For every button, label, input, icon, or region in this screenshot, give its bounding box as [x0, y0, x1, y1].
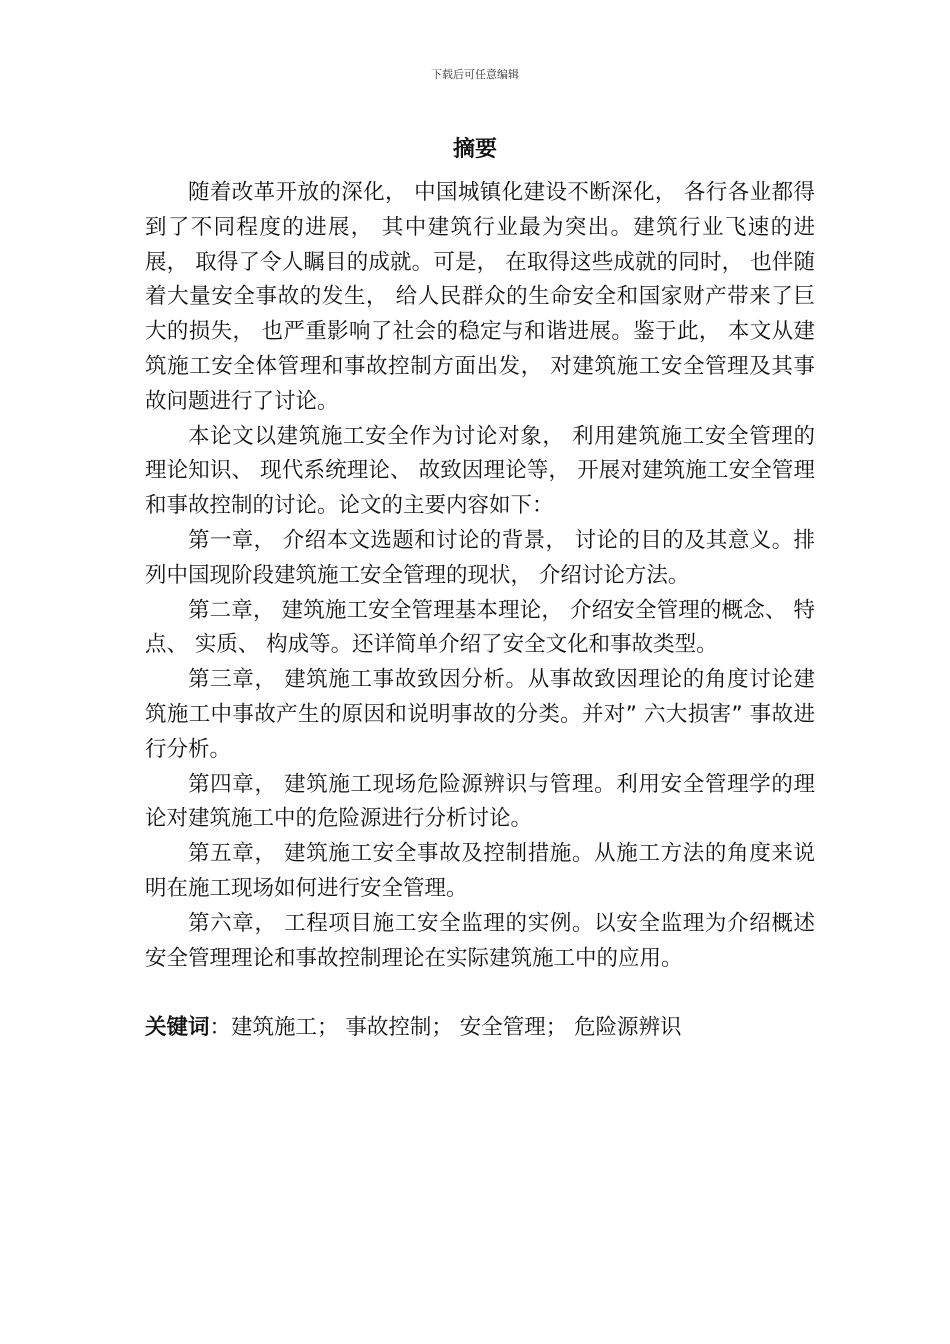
abstract-body	[145, 176, 815, 976]
page-header-note: 下载后可任意编辑	[431, 68, 519, 81]
abstract-paragraph-chapter-2: 第二章， 建筑施工安全管理基本理论， 介绍安全管理的概念、 特点、 实质、 构成等。还详简单介绍了安全文化和事故类型。	[145, 597, 815, 658]
abstract-title: 摘要	[452, 137, 497, 162]
abstract-paragraph-chapter-5: 第五章， 建筑施工安全事故及控制措施。从施工方法的角度来说明在施工现场如何进行安全管理。	[145, 841, 815, 901]
keywords-label: 关键词	[145, 1015, 210, 1040]
abstract-paragraph-intro: 随着改革开放的深化， 中国城镇化建设不断深化， 各行各业都得到了不同程度的进展， 其中建筑行业最为突出。建筑行业飞速的进展， 取得了令人瞩目的成就。可是， 在取得这些成就的同时， 也伴随着大量安全事故的发生， 给人民群众的生命安全和国家财产带来了巨大的损失， 也严重影响了社会的稳定与和谐进展。鉴于此， 本文从建筑施工安全体管理和事故控制方面出发， 对建筑施工安全管理及其事故问题进行了讨论。	[145, 180, 815, 414]
keywords-line	[145, 1011, 815, 1045]
keywords-separator: ：	[209, 1015, 232, 1040]
abstract-paragraph-chapter-3: 第三章， 建筑施工事故致因分析。从事故致因理论的角度讨论建筑施工中事故产生的原因和说明事故的分类。并对” 六大损害” 事故进行分析。	[145, 667, 815, 762]
abstract-paragraph-scope: 本论文以建筑施工安全作为讨论对象， 利用建筑施工安全管理的理论知识、 现代系统理论、 故致因理论等， 开展对建筑施工安全管理和事故控制的讨论。论文的主要内容如下：	[145, 423, 815, 519]
abstract-paragraph-chapter-4: 第四章， 建筑施工现场危险源辨识与管理。利用安全管理学的理论对建筑施工中的危险源进行分析讨论。	[145, 771, 815, 832]
abstract-paragraph-chapter-1: 第一章， 介绍本文选题和讨论的背景， 讨论的目的及其意义。排列中国现阶段建筑施工安全管理的现状， 介绍讨论方法。	[145, 527, 815, 588]
abstract-paragraph-chapter-6: 第六章， 工程项目施工安全监理的实例。以安全监理为介绍概述安全管理理论和事故控制理论在实际建筑施工中的应用。	[145, 910, 815, 971]
keywords-text: 建筑施工； 事故控制； 安全管理； 危险源辨识	[231, 1015, 682, 1040]
